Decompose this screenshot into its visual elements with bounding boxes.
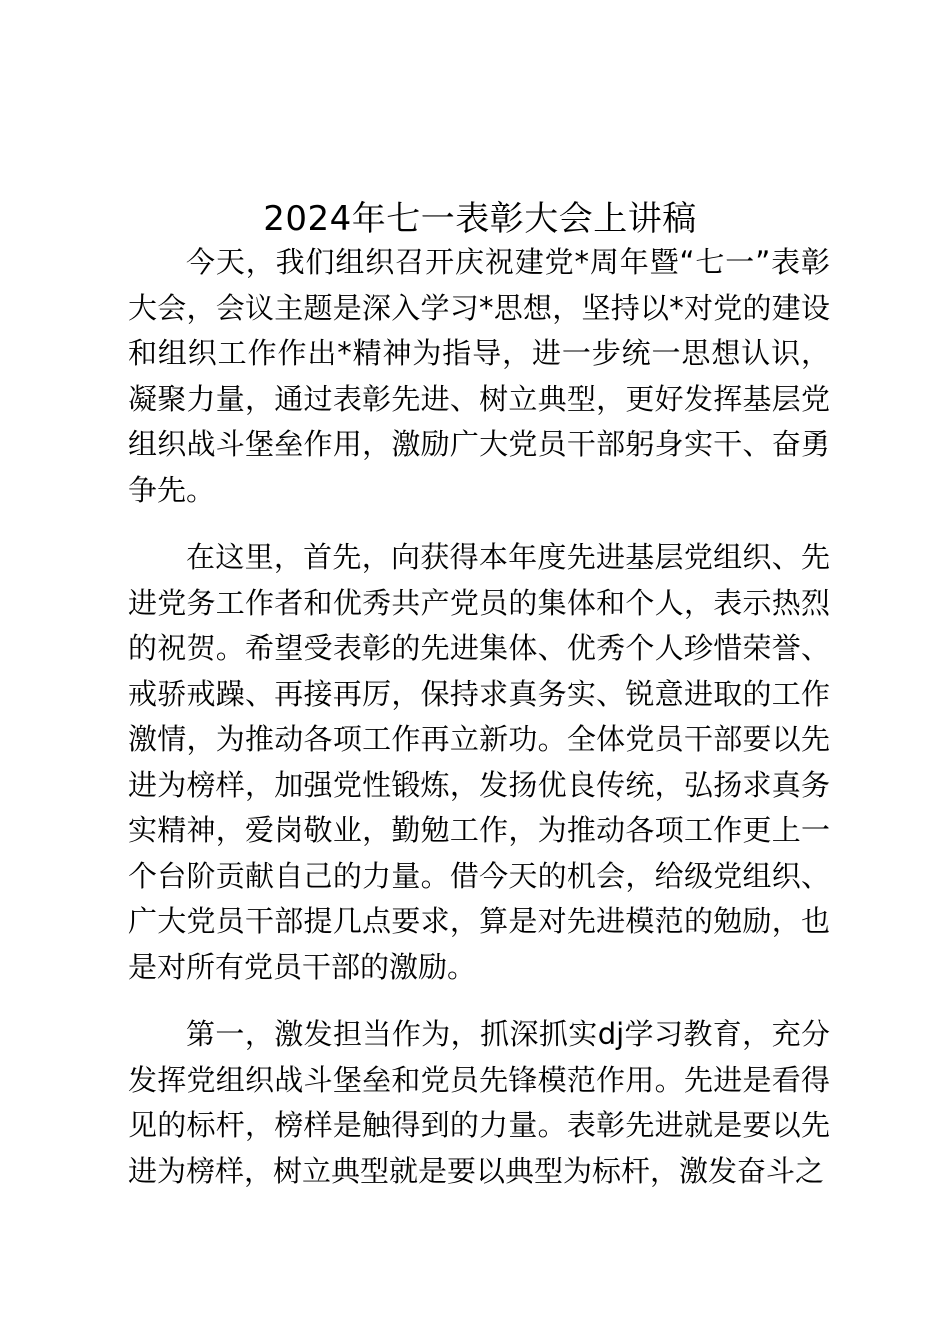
- paragraph-first-requirement: 第一，激发担当作为，抓深抓实dj学习教育，充分发挥党组织战斗堡垒和党员先锋模范作用。先进是看得见的标杆，榜样是触得到的力量。表彰先进就是要以先进为榜样，树立典型就是要以典型为标杆，激发奋斗之: [128, 1017, 830, 1188]
- paragraph-opening: 今天，我们组织召开庆祝建党*周年暨“七一”表彰大会，会议主题是深入学习*思想，坚持以*对党的建设和组织工作作出*精神为指导，进一步统一思想认识，凝聚力量，通过表彰先进、树立典型，更好发挥基层党组织战斗堡垒作用，激励广大党员干部躬身实干、奋勇争先。: [128, 245, 830, 507]
- paragraph-congratulations: 在这里，首先，向获得本年度先进基层党组织、先进党务工作者和优秀共产党员的集体和个人，表示热烈的祝贺。希望受表彰的先进集体、优秀个人珍惜荣誉、戒骄戒躁、再接再厉，保持求真务实、锐意进取的工作激情，为推动各项工作再立新功。全体党员干部要以先进为榜样，加强党性锻炼，发扬优良传统，弘扬求真务实精神，爱岗敬业，勤勉工作，为推动各项工作更上一个台阶贡献自己的力量。借今天的机会，给级党组织、广大党员干部提几点要求，算是对先进模范的勉励，也是对所有党员干部的激励。: [128, 540, 830, 984]
- document-body: [128, 240, 830, 1216]
- document-title: 2024年七一表彰大会上讲稿: [263, 198, 697, 239]
